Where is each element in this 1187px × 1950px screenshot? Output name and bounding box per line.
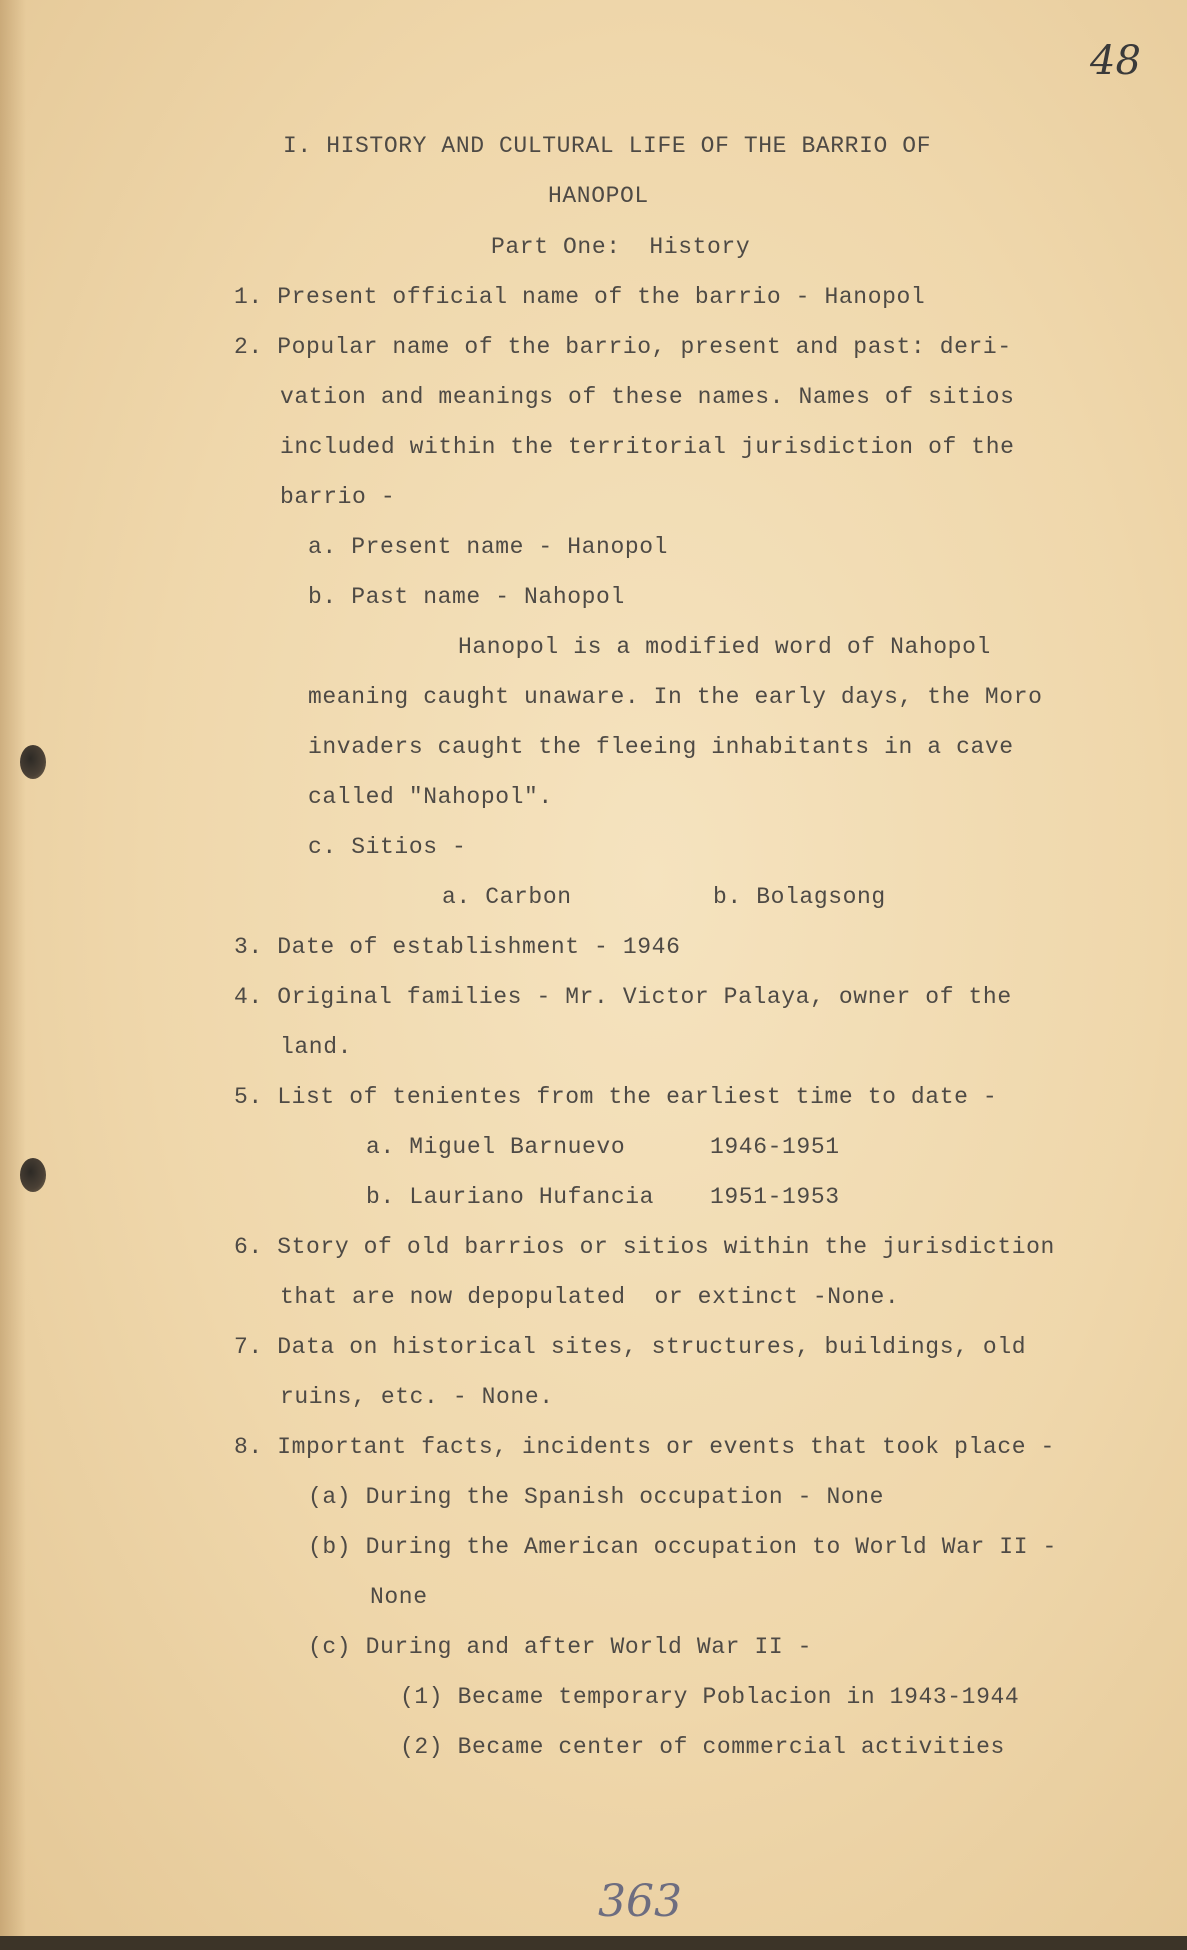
- item-2-paragraph-line-1: Hanopol is a modified word of Nahopol: [458, 634, 991, 660]
- item-2-line-4: barrio -: [280, 484, 396, 510]
- item-8-c: (c) During and after World War II -: [308, 1634, 813, 1660]
- item-2-a: a. Present name - Hanopol: [308, 534, 669, 560]
- item-1: 1. Present official name of the barrio - Hanopol: [234, 284, 926, 310]
- item-2-paragraph-line-3: invaders caught the fleeing inhabitants in a cave: [308, 734, 1014, 760]
- item-5: 5. List of tenientes from the earliest time to date -: [234, 1084, 998, 1110]
- item-7-line-2: ruins, etc. - None.: [280, 1384, 554, 1410]
- scan-bottom-edge: [0, 1936, 1187, 1950]
- punch-hole: [20, 745, 46, 779]
- item-8-c-1: (1) Became temporary Poblacion in 1943-1944: [400, 1684, 1020, 1710]
- sitio-a: a. Carbon: [442, 884, 572, 910]
- teniente-b-name: b. Lauriano Hufancia: [366, 1184, 655, 1210]
- item-4-line-1: 4. Original families - Mr. Victor Palaya, owner of the: [234, 984, 1012, 1010]
- item-8-b-line-1: (b) During the American occupation to World War II -: [308, 1534, 1057, 1560]
- item-2-paragraph-line-4: called "Nahopol".: [308, 784, 553, 810]
- sitio-b: b. Bolagsong: [713, 884, 886, 910]
- teniente-a-name: a. Miguel Barnuevo: [366, 1134, 626, 1160]
- item-4-line-2: land.: [280, 1034, 353, 1060]
- punch-hole: [20, 1158, 46, 1192]
- item-2-line-3: included within the territorial jurisdiction of the: [280, 434, 1015, 460]
- item-6-line-2: that are now depopulated or extinct -None.: [280, 1284, 900, 1310]
- item-7-line-1: 7. Data on historical sites, structures, buildings, old: [234, 1334, 1027, 1360]
- teniente-b-years: 1951-1953: [710, 1184, 840, 1210]
- page-edge-shadow: [0, 0, 26, 1950]
- item-2-line-2: vation and meanings of these names. Names of sitios: [280, 384, 1015, 410]
- heading-line-2: HANOPOL: [548, 183, 649, 209]
- item-8: 8. Important facts, incidents or events that took place -: [234, 1434, 1055, 1460]
- stamped-page-number: 363: [598, 1876, 682, 1927]
- item-8-a: (a) During the Spanish occupation - None: [308, 1484, 885, 1510]
- item-2-b: b. Past name - Nahopol: [308, 584, 625, 610]
- handwritten-page-number: 48: [1090, 38, 1141, 84]
- item-3: 3. Date of establishment - 1946: [234, 934, 681, 960]
- part-heading: Part One: History: [491, 234, 751, 260]
- item-2-line-1: 2. Popular name of the barrio, present and past: deri-: [234, 334, 1012, 360]
- item-8-c-2: (2) Became center of commercial activities: [400, 1734, 1005, 1760]
- item-8-b-line-2: None: [370, 1584, 428, 1610]
- item-2-paragraph-line-2: meaning caught unaware. In the early days, the Moro: [308, 684, 1043, 710]
- item-6-line-1: 6. Story of old barrios or sitios within the jurisdiction: [234, 1234, 1055, 1260]
- heading-line-1: I. HISTORY AND CULTURAL LIFE OF THE BARRIO OF: [283, 133, 932, 159]
- teniente-a-years: 1946-1951: [710, 1134, 840, 1160]
- item-2-c: c. Sitios -: [308, 834, 467, 860]
